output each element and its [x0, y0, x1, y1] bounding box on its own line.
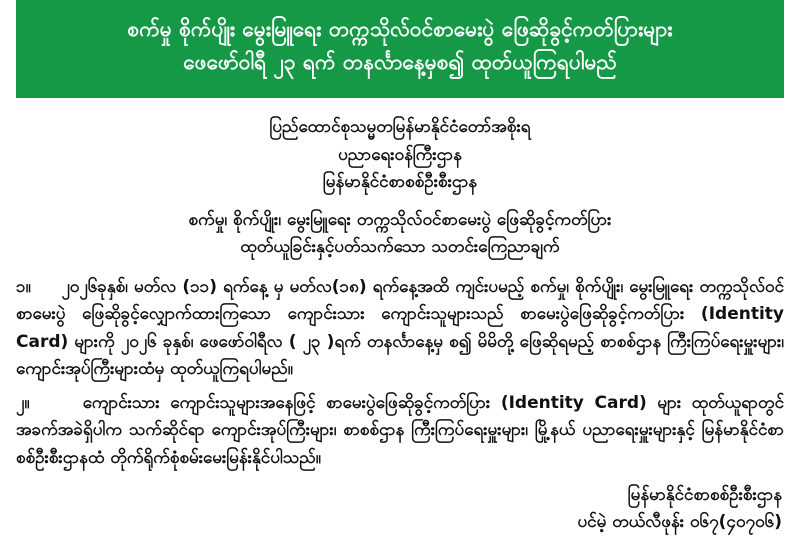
- paragraph-1: [16, 274, 784, 384]
- document-title: [16, 197, 784, 262]
- department-line: မြန်မာနိုင်ငံစာစစ်ဦးစီးဌာန: [322, 172, 478, 193]
- paragraph-2-text: ကျောင်းသား ကျောင်းသူများအနေဖြင့် စာမေးပွဲဖြေဆိုခွင့်ကတ်ပြား (Identity Card) များ ထုတ်ယူရာတွင် အခက်အခဲရှိပါက သက်ဆိုင်ရာ ကျောင်းအုပ်ကြီးများ၊ စာစစ်ဌာန ကြီးကြပ်ရေးမှူးများ၊ မြို့နယ် ပညာရေးမှူးများနှင့် မြန်မာနိုင်ငံစာစစ်ဦးစီးဌာနထံ တိုက်ရိုက်စုံစမ်းမေးမြန်းနိုင်ပါသည်။: [16, 392, 784, 468]
- signature-block: [16, 482, 784, 532]
- paragraph-1-number: ၁။: [16, 276, 31, 297]
- banner-headline-line-2: ဖေဖော်ဝါရီ ၂၃ ရက် တနင်္လာနေ့မှစ၍ ထုတ်ယူကြရပါမည်: [183, 50, 617, 74]
- ministry-line: ပညာရေးဝန်ကြီးဌာန: [338, 144, 462, 165]
- government-line: ပြည်ထောင်စုသမ္မတမြန်မာနိုင်ငံတော်အစိုးရ: [269, 117, 531, 137]
- paragraph-2-number: ၂။: [16, 392, 30, 413]
- title-line-1: စက်မှု၊ စိုက်ပျိုး၊ မွေးမြူရေး တက္ကသိုလ်ဝင်စာမေးပွဲ ဖြေဆိုခွင့်ကတ်ပြား: [188, 209, 612, 230]
- ministry-header: [16, 100, 784, 197]
- signature-contact: ပင်မဲ့ တယ်လီဖုန်း ဝ၆၇(၄၀၇၀၆): [577, 511, 782, 532]
- paragraph-1-text: ၂၀၂၆ခုနှစ်၊ မတ်လ (၁၁) ရက်နေ့ မှ မတ်လ(၁၈) ရက်နေ့အထိ ကျင်းပမည့် စက်မှု၊ စိုက်ပျိုး၊ မွေးမြူရေး တက္ကသိုလ်ဝင်စာမေးပွဲ ဖြေဆိုခွင့်လျှောက်ထားကြသော ကျောင်းသား ကျောင်းသူများသည် စာမေးပွဲဖြေဆိုခွင့်ကတ်ပြား (Identity Card) များကို ၂၀၂၆ ခုနှစ်၊ ဖေဖော်ဝါရီလ ( ၂၃ )ရက် တနင်္လာနေ့မှ စ၍ မိမိတို့ ဖြေဆိုရမည့် စာစစ်ဌာန ကြီးကြပ်ရေးမှူးများ၊ ကျောင်းအုပ်ကြီးများထံမှ ထုတ်ယူကြရပါမည်။: [16, 276, 785, 380]
- title-line-2: ထုတ်ယူခြင်းနှင့်ပတ်သက်သော သတင်းကြေညာချက်: [240, 237, 560, 258]
- paragraph-2: [16, 390, 784, 473]
- banner-headline-line-1: စက်မှု စိုက်ပျိုး မွေးမြူရေး တက္ကသိုလ်ဝင်စာမေးပွဲ ဖြေဆိုခွင့်ကတ်ပြားများ: [127, 16, 673, 41]
- banner-header: [16, 0, 784, 98]
- signature-department: မြန်မာနိုင်ငံစာစစ်ဦးစီးဌာန: [627, 485, 782, 506]
- document-body: [16, 100, 785, 532]
